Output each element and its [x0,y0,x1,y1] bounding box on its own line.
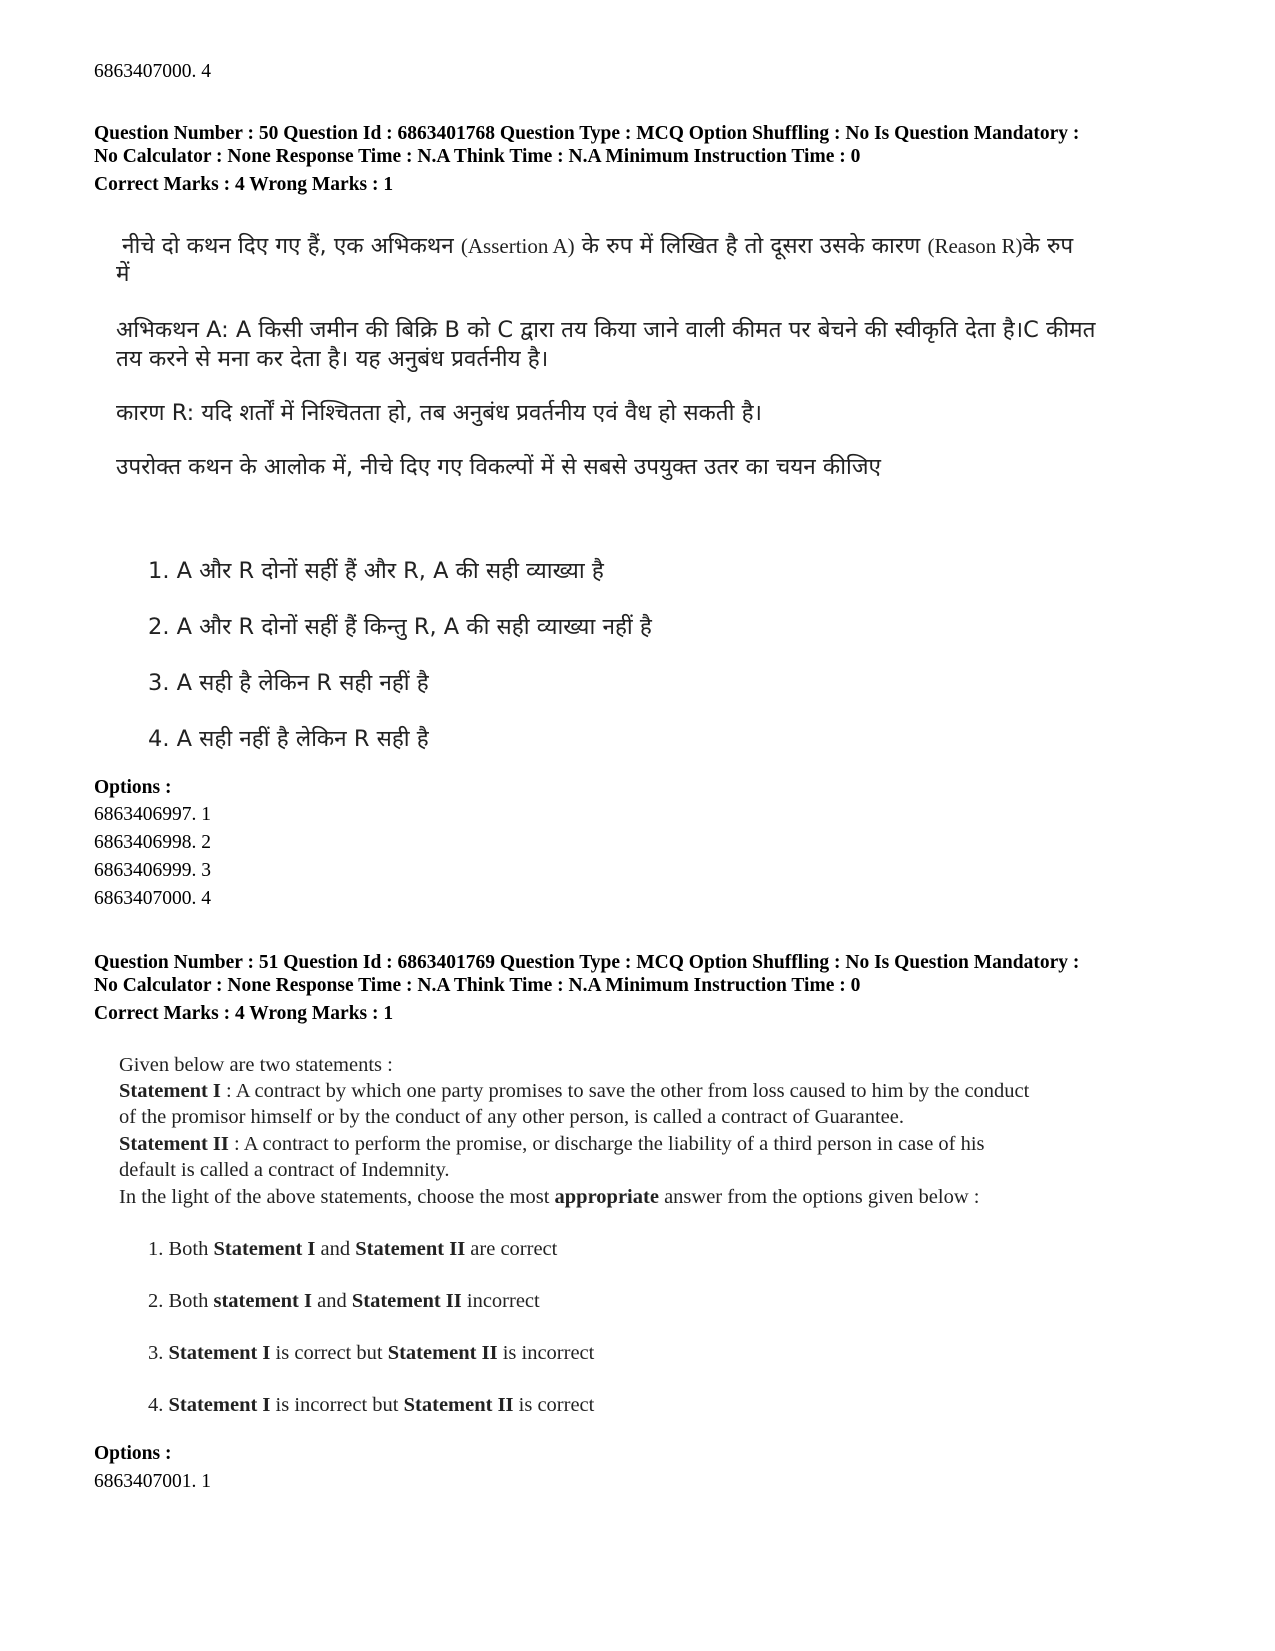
q50-intro-line-2: में [116,261,130,287]
q50-option-2: 6863406998. 2 [94,832,211,853]
q51-choice-1: 1. Both Statement I and Statement II are correct [148,1238,558,1260]
q51-intro: Given below are two statements : [119,1054,393,1076]
q51-statement-1-line-2: of the promisor himself or by the conduct of any other person, is called a contract of Guarantee. [119,1106,904,1128]
q51-marks: Correct Marks : 4 Wrong Marks : 1 [94,1003,394,1024]
q51-choice-4: 4. Statement I is incorrect but Statement II is correct [148,1394,595,1416]
q50-instruction: उपरोक्त कथन के आलोक में, नीचे दिए गए विकल्पों में से सबसे उपयुक्त उतर का चयन कीजिए [116,454,881,480]
previous-option-id: 6863407000. 4 [94,61,211,82]
q50-options-label: Options : [94,777,172,798]
q50-meta-line-1: Question Number : 50 Question Id : 6863401768 Question Type : MCQ Option Shuffling : No Is Question Mandatory : [94,123,1080,144]
q51-statement-1-line-1: Statement I : A contract by which one party promises to save the other from loss caused to him by the conduct [119,1080,1030,1102]
q50-choice-3: 3. A सही है लेकिन R सही नहीं है [148,670,429,696]
q50-marks: Correct Marks : 4 Wrong Marks : 1 [94,174,394,195]
q50-choice-1: 1. A और R दोनों सहीं हैं और R, A की सही व्याख्या है [148,558,604,584]
q50-reason: कारण R: यदि शर्तों में निश्चितता हो, तब अनुबंध प्रवर्तनीय एवं वैध हो सकती है। [116,400,763,426]
q51-meta-line-1: Question Number : 51 Question Id : 6863401769 Question Type : MCQ Option Shuffling : No Is Question Mandatory : [94,952,1080,973]
q51-choice-2: 2. Both statement I and Statement II incorrect [148,1290,540,1312]
q51-options-label: Options : [94,1443,172,1464]
q51-statement-2-line-1: Statement II : A contract to perform the promise, or discharge the liability of a third person in case of his [119,1133,985,1155]
q51-instruction: In the light of the above statements, choose the most appropriate answer from the options given below : [119,1186,980,1208]
q50-choice-2: 2. A और R दोनों सहीं हैं किन्तु R, A की सही व्याख्या नहीं है [148,614,652,640]
q50-option-1: 6863406997. 1 [94,804,211,825]
q50-choice-4: 4. A सही नहीं है लेकिन R सही है [148,726,429,752]
q51-meta-line-2: No Calculator : None Response Time : N.A Think Time : N.A Minimum Instruction Time : 0 [94,975,861,996]
q50-option-3: 6863406999. 3 [94,860,211,881]
q50-intro-line-1: नीचे दो कथन दिए गए हैं, एक अभिकथन (Assertion A) के रुप में लिखित है तो दूसरा उसके कारण (Reason R)के रुप [122,233,1074,259]
q51-option-1: 6863407001. 1 [94,1471,211,1492]
q50-assertion-line-2: तय करने से मना कर देता है। यह अनुबंध प्रवर्तनीय है। [116,346,549,372]
q50-meta-line-2: No Calculator : None Response Time : N.A Think Time : N.A Minimum Instruction Time : 0 [94,146,861,167]
q50-option-4: 6863407000. 4 [94,888,211,909]
q51-statement-2-line-2: default is called a contract of Indemnity. [119,1159,450,1181]
q51-choice-3: 3. Statement I is correct but Statement II is incorrect [148,1342,595,1364]
q50-assertion-line-1: अभिकथन A: A किसी जमीन की बिक्रि B को C द्वारा तय किया जाने वाली कीमत पर बेचने की स्वीकृति देता है।C कीमत [116,317,1096,343]
